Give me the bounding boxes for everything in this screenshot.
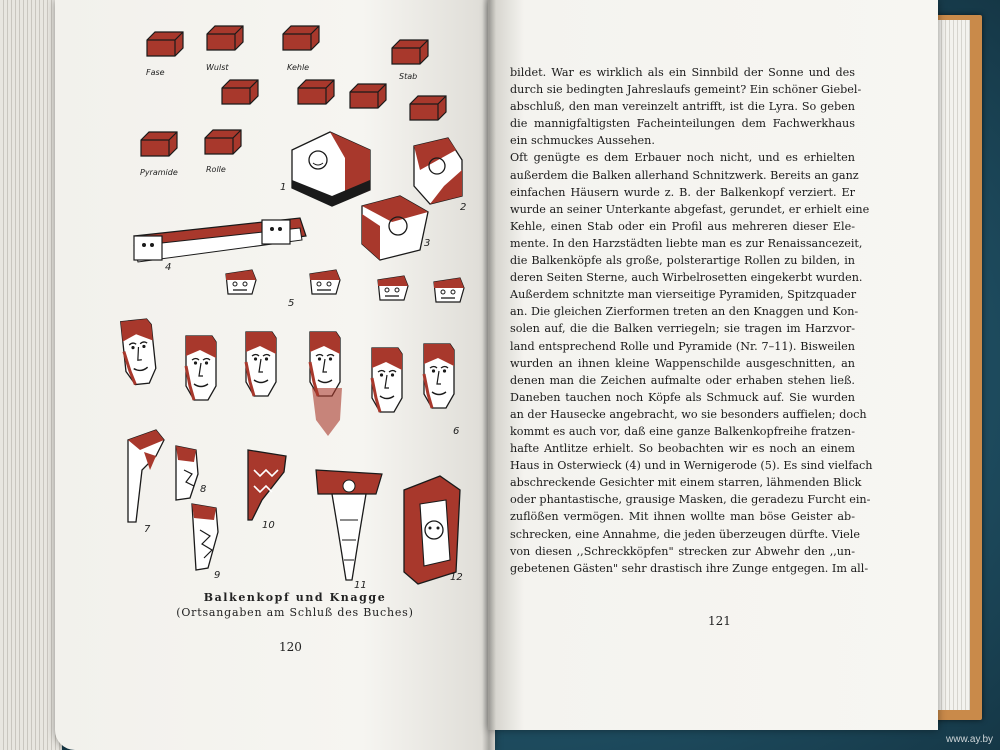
figure-caption [130, 590, 460, 620]
text-line: denen man die Zeichen aufmalte oder erhaben stehen ließ. [510, 373, 855, 387]
figure-5-head-4 [434, 278, 464, 302]
figure-12 [404, 476, 460, 584]
text-line: durch sie bedingten Jahreslaufs gemeint? Ein schöner Giebel- [510, 83, 862, 97]
figure-number-6: 6 [453, 426, 460, 437]
figure-3 [362, 196, 431, 260]
label-stab: Stab [399, 72, 418, 81]
book-gutter [482, 0, 496, 750]
figure-9 [192, 504, 218, 570]
figure-6-face-6 [424, 344, 454, 408]
figure-6-face-1 [121, 319, 158, 386]
figure-5-head-3 [378, 276, 408, 300]
label-pyramide: Pyramide [140, 168, 178, 177]
text-line: deren Seiten Sterne, auch Wirbelrosetten eingekerbt wurden. [510, 271, 863, 285]
page-number-left: 120 [279, 640, 302, 654]
figure-6-face-4 [310, 332, 340, 396]
text-line: schrecken, eine Annahme, die jeden überzeugen dürfte. Viele [510, 527, 860, 541]
text-line: gebetenen Gästen" sehr drastisch ihre Zunge entgegen. Im all- [510, 561, 869, 575]
figure-number-8: 8 [200, 484, 207, 495]
label-fase: Fase [146, 68, 165, 77]
figure-number-9: 9 [214, 570, 221, 581]
figure-6-face-3 [246, 332, 276, 396]
caption-subtitle: (Ortsangaben am Schluß des Buches) [176, 606, 414, 619]
figure-number-1: 1 [280, 182, 287, 193]
text-line: an. Die gleichen Zierformen treten an den Knaggen und Kon- [510, 305, 859, 319]
text-line: zuflößen vermögen. Mit ihnen wollte man böse Geister ab- [510, 510, 855, 524]
text-line: mente. In den Harzstädten liebte man es zur Renaissancezeit, [510, 236, 863, 250]
text-line: land entsprechend Rolle und Pyramide (Nr. 7–11). Bisweilen [510, 339, 855, 353]
figure-5-head-1 [226, 270, 256, 294]
text-line: Oft genügte es dem Erbauer noch nicht, und es erhielten [510, 151, 855, 165]
text-line: ein schmuckes Aussehen. [510, 134, 655, 148]
text-line: die Balkenköpfe als große, polsterartige Rollen zu bilden, in [510, 254, 855, 268]
figure-4 [134, 218, 306, 262]
figure-8 [176, 446, 198, 500]
page-number-right: 121 [708, 614, 731, 628]
figure-2 [414, 138, 462, 204]
figure-6-face-5 [372, 348, 402, 412]
caption-title: Balkenkopf und Knagge [203, 591, 387, 604]
figure-10 [248, 450, 286, 520]
figure-number-5: 5 [288, 298, 295, 309]
text-line: abschluß, den man vereinzelt antrifft, ist die Lyra. So geben [510, 100, 855, 114]
label-kehle: Kehle [287, 63, 310, 72]
figure-6-beard [312, 388, 342, 436]
watermark: www.ay.by [946, 734, 994, 745]
body-text [510, 64, 873, 577]
text-line: von diesen ,,Schreckköpfen" strecken zur Abwehr den ,,un- [510, 544, 855, 558]
figure-number-10: 10 [262, 520, 275, 531]
text-line: bildet. War es wirklich als ein Sinnbild der Sonne und des [510, 66, 855, 79]
figure-6-face-2 [186, 336, 216, 400]
text-line: an der Hausecke angebracht, wo sie besonders auffielen; doch [510, 407, 867, 421]
figure-number-3: 3 [424, 238, 431, 249]
label-rolle: Rolle [206, 165, 226, 174]
figure-1 [292, 132, 370, 206]
text-line: Daneben tauchen noch Köpfe als Schmuck auf. Sie wurden [510, 390, 855, 404]
text-line: Außerdem schnitzte man vierseitige Pyramiden, Spitzquader [510, 288, 857, 302]
text-line: oder phantastische, grausige Masken, die geradezu Furcht ein- [510, 493, 871, 507]
text-line: außerdem die Balken allerhand Schnitzwerk. Bereits an ganz [510, 168, 859, 182]
figure-number-4: 4 [165, 262, 172, 273]
text-line: kommt es auch vor, daß eine ganze Balkenkopfreihe fratzen- [510, 424, 855, 438]
figure-number-11: 11 [354, 580, 367, 591]
figure-number-2: 2 [460, 202, 467, 213]
text-line: solen auf, die die Balken verriegeln; sie tragen im Harzvor- [510, 322, 855, 336]
text-line: abschreckende Gesichter mit einem starren, lähmenden Blick [510, 476, 862, 490]
text-line: Haus in Osterwieck (4) und in Wernigerode (5). Es sind vielfach [510, 459, 873, 473]
text-line: die mannigfaltigsten Facheinteilungen dem Fachwerkhaus [510, 117, 855, 131]
text-line: wurde an seiner Unterkante abgefast, gerundet, er erhielt eine [510, 202, 870, 216]
label-wulst: Wulst [206, 63, 229, 72]
text-line: wurden an ihnen kleine Wappenschilde ausgeschnitten, an [510, 356, 855, 370]
figure-number-12: 12 [450, 572, 463, 583]
figure-7 [128, 430, 164, 522]
text-line: Kehle, einen Stab oder ein Profil aus mehreren dieser Ele- [510, 219, 855, 233]
figure-number-7: 7 [144, 524, 151, 535]
figure-11 [316, 470, 382, 580]
text-line: einfachen Häusern wurde z. B. der Balkenkopf verziert. Er [510, 185, 855, 199]
text-line: hafte Antlitze erhielt. So beobachten wir es noch an einem [510, 442, 855, 456]
figure-5-head-2 [310, 270, 340, 294]
